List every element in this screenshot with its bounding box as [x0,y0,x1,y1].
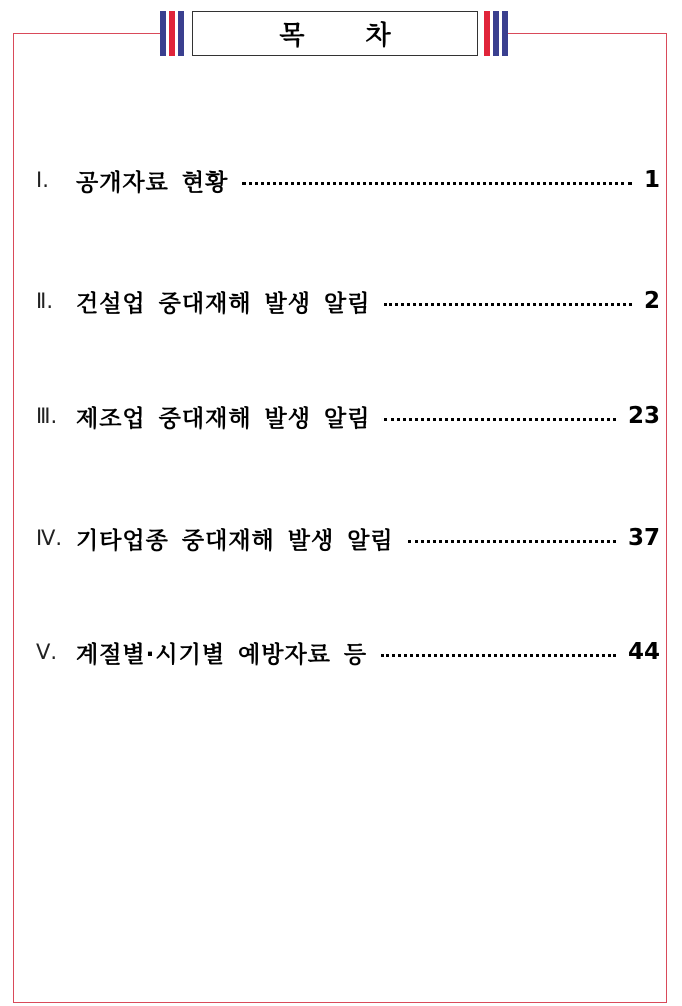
toc-page-number: 44 [627,639,660,665]
dotted-leader [381,654,616,657]
toc-numeral: Ⅲ. [36,404,58,428]
toc-page-number: 2 [643,288,660,314]
dotted-leader [384,303,632,306]
toc-title: 계절별·시기별 예방자료 등 [76,641,368,668]
toc-page-number: 23 [627,403,660,429]
dotted-leader [242,182,632,185]
toc-title: 공개자료 현황 [76,169,229,196]
toc-page-number: 37 [627,525,660,551]
dotted-leader [384,418,616,421]
stripe-blue-right-outer [502,11,508,56]
stripe-blue-left-inner [178,11,184,56]
toc-item-3[interactable] [36,396,660,436]
stripe-red-left [169,11,175,56]
toc-item-2[interactable] [36,281,660,321]
toc-item-5[interactable] [36,632,660,672]
toc-numeral: Ⅰ. [36,168,49,192]
dotted-leader [408,540,616,543]
stripe-red-right-inner [484,11,490,56]
stripe-blue-left [160,11,166,56]
stripe-blue-right [493,11,499,56]
toc-item-1[interactable] [36,160,660,200]
title-box [192,11,478,56]
toc-title: 제조업 중대재해 발생 알림 [76,405,371,432]
toc-title: 기타업종 중대재해 발생 알림 [76,527,394,554]
title-banner [160,11,508,56]
toc-title: 건설업 중대재해 발생 알림 [76,290,371,317]
toc-page-number: 1 [643,167,660,193]
page-title: 목 차 [279,21,417,51]
toc-item-4[interactable] [36,518,660,558]
toc-numeral: Ⅱ. [36,289,54,313]
toc-numeral: Ⅴ. [36,640,58,664]
toc-numeral: Ⅳ. [36,526,63,550]
